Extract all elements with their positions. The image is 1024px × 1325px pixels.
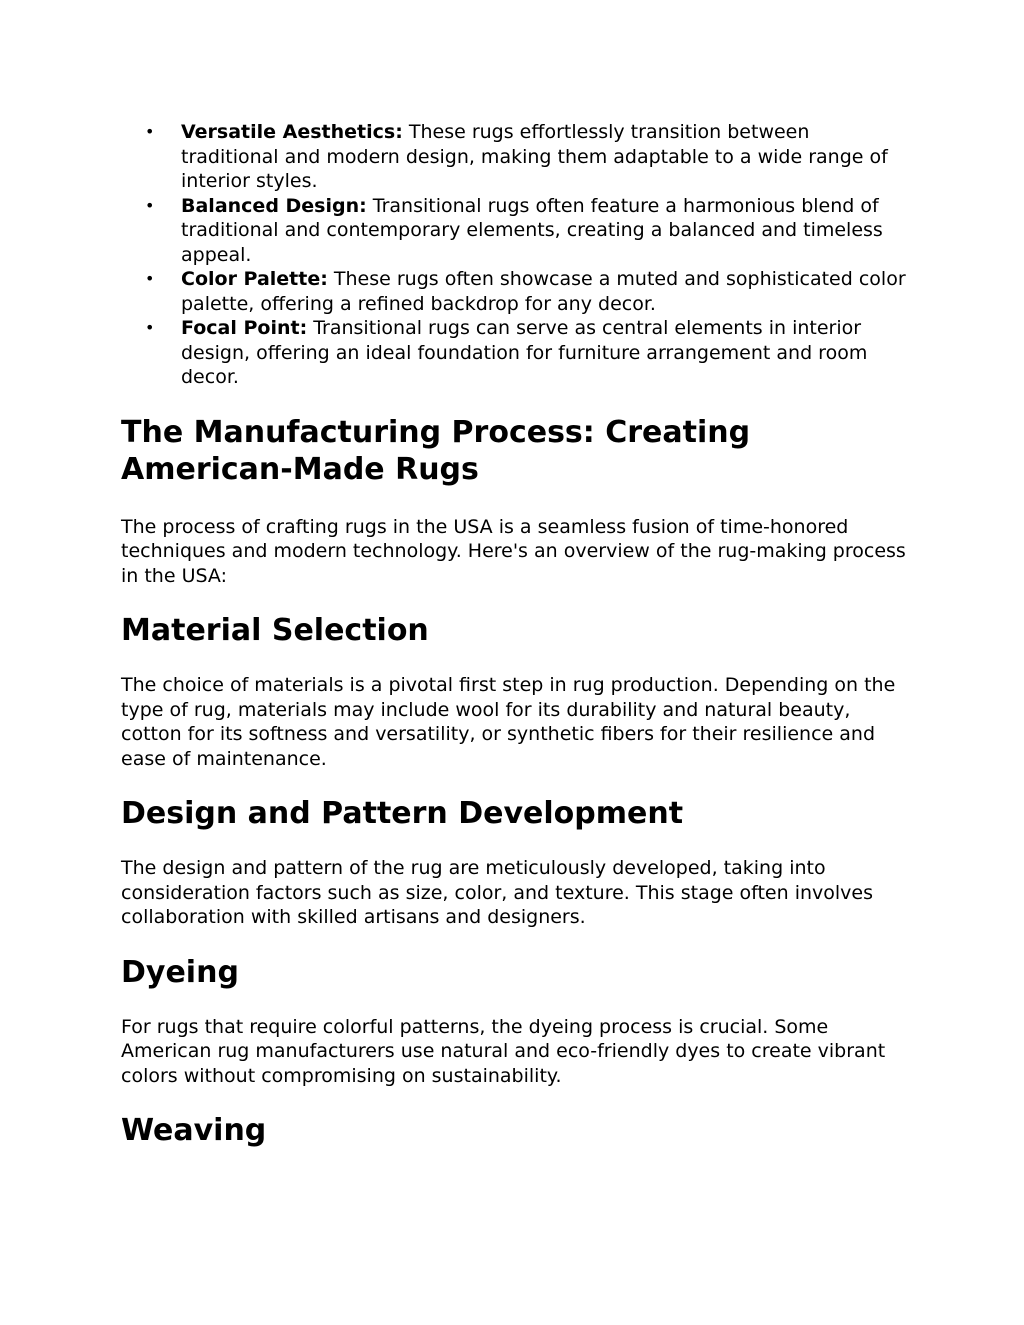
manufacturing-paragraph: The process of crafting rugs in the USA is a seamless fusion of time-honored techniques and modern technology. Here's an overview of the rug-making process in the USA:: [121, 515, 906, 587]
material-selection-heading: Material Selection: [121, 613, 429, 648]
features-list: [121, 120, 911, 390]
list-item-term: Color Palette:: [181, 268, 328, 290]
list-item-term: Versatile Aesthetics:: [181, 121, 403, 143]
list-item-text: Transitional rugs often feature a harmonious blend of traditional and contemporary elements, creating a balanced and timeless appeal.: [181, 194, 883, 266]
list-item: [121, 194, 911, 268]
list-item-term: Balanced Design:: [181, 194, 367, 217]
document-page: [121, 120, 911, 1149]
dyeing-paragraph: For rugs that require colorful patterns, the dyeing process is crucial. Some American rug manufacturers use natural and eco-friendly dyes to create vibrant colors without compromising on sustainability.: [121, 1015, 886, 1087]
list-item-text: Transitional rugs can serve as central elements in interior design, offering an ideal foundation for furniture arrangement and room decor.: [181, 317, 868, 388]
list-item: [121, 267, 911, 316]
dyeing-heading: Dyeing: [121, 954, 239, 990]
list-item-term: Focal Point:: [181, 317, 308, 339]
list-item-text: These rugs effortlessly transition between traditional and modern design, making them adaptable to a wide range of interior styles.: [181, 121, 888, 192]
design-development-paragraph: The design and pattern of the rug are meticulously developed, taking into consideration factors such as size, color, and texture. This stage often involves collaboration with skilled artisans and designers.: [121, 857, 874, 928]
list-item-text: These rugs often showcase a muted and sophisticated color palette, offering a refined backdrop for any decor.: [181, 268, 906, 315]
manufacturing-heading: The Manufacturing Process: Creating American-Made Rugs: [121, 414, 751, 487]
material-selection-paragraph: The choice of materials is a pivotal first step in rug production. Depending on the type of rug, materials may include wool for its durability and natural beauty, cotton for its softness and versatility, or synthetic fibers for their resilience and ease of maintenance.: [121, 674, 896, 770]
weaving-heading: Weaving: [121, 1113, 267, 1148]
list-item: [121, 316, 911, 390]
design-development-heading: Design and Pattern Development: [121, 796, 684, 831]
list-item: [121, 120, 911, 194]
